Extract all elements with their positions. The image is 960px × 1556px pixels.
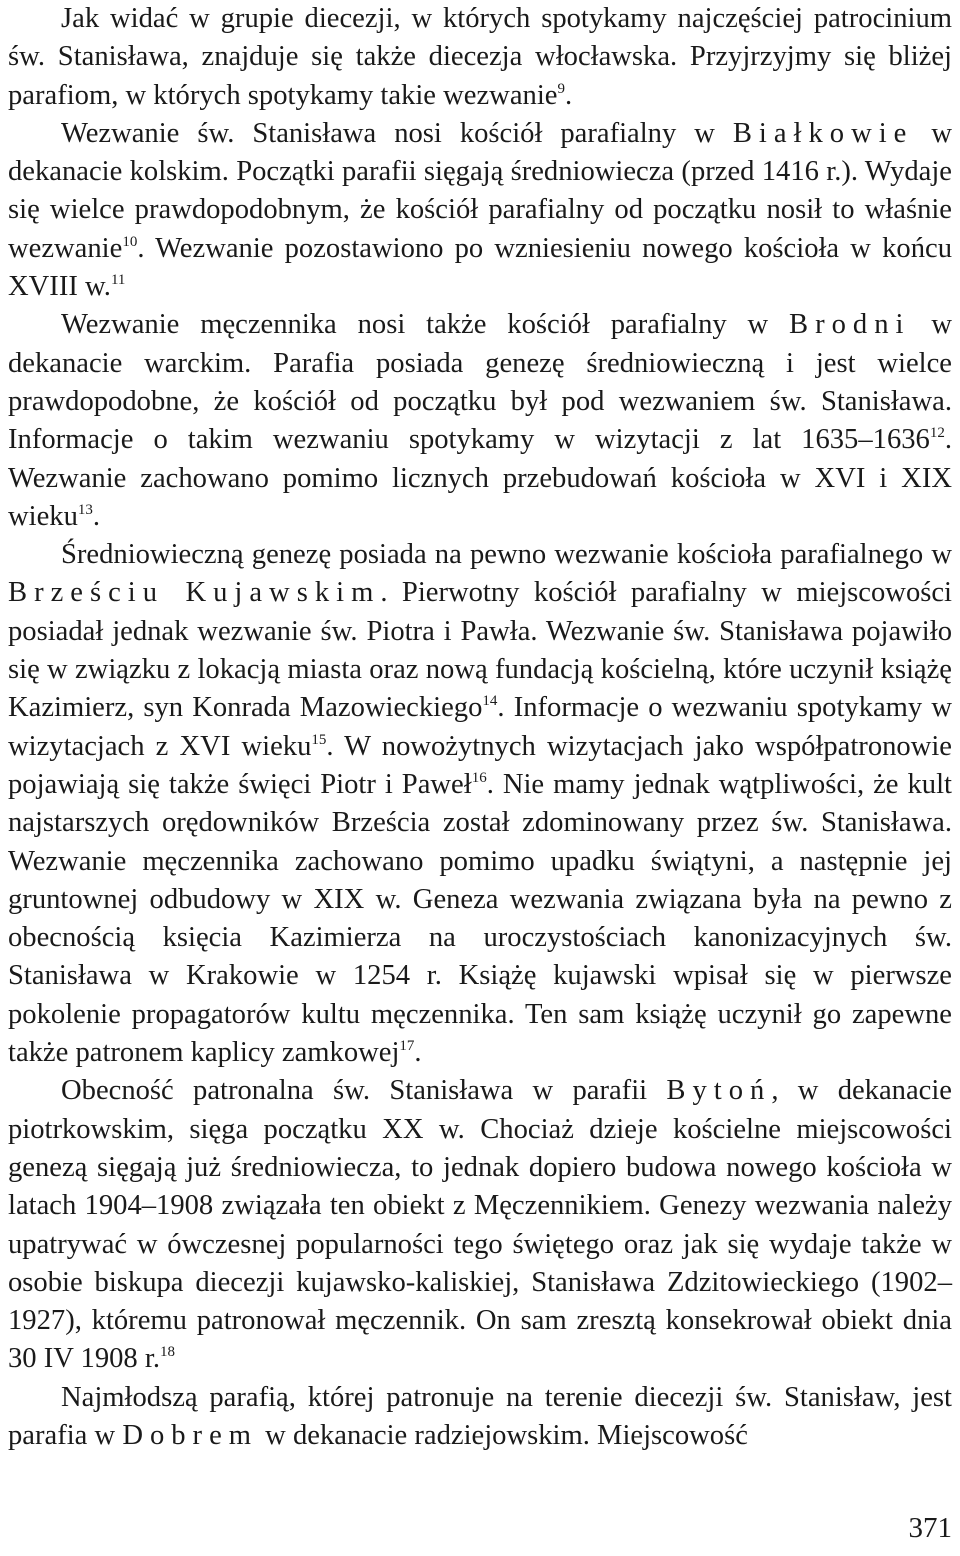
footnote-ref-17[interactable]: 17 <box>399 1038 415 1055</box>
place-name: Bytoń <box>666 1075 772 1107</box>
paragraph-4 <box>8 536 952 1072</box>
text: . Pierwotny kościół parafialny w miejscowości posiadał jednak wezwanie św. Piotra i Pawła. Wezwanie św. Stanisława pojawiło się w związku z lokacją miasta oraz nową fundacją kościelną, które uczynił książę Kazimierz, syn Konrada Mazowieckiego <box>8 577 952 724</box>
footnote-ref-10[interactable]: 10 <box>122 233 138 250</box>
document-body <box>8 0 952 1455</box>
footnote-ref-9[interactable]: 9 <box>557 80 565 97</box>
paragraph-2 <box>8 115 952 306</box>
text: Wezwanie św. Stanisława nosi kościół parafialny w <box>61 117 733 149</box>
text: w dekanacie warckim. Parafia posiada genezę średniowieczną i jest wielce prawdopodobne, że kościół od początku był pod wezwaniem św. Stanisława. Informacje o takim wezwaniu spotykamy w wizytacji z lat 1635–1636 <box>8 309 952 456</box>
text: . <box>92 500 101 532</box>
text: Jak widać w grupie diecezji, w których spotykamy najczęściej patrocinium św. Stanisława, znajduje się także diecezja włocławska. Przyjrzyjmy się bliżej parafiom, w których spotykamy takie wezwanie <box>8 3 952 111</box>
text: . <box>564 79 573 111</box>
place-name: Brześciu Kujawskim <box>8 577 381 609</box>
paragraph-5 <box>8 1072 952 1378</box>
text: . Nie mamy jednak wątpliwości, że kult najstarszych orędowników Brześcia został zdominowany przez św. Stanisława. Wezwanie męczennika zachowano pomimo upadku świątyni, a następnie jej gruntownej odbudowy w XIX w. Geneza wezwania związana była na pewno z obecnością księcia Kazimierza na uroczystościach kanonizacyjnych św. Stanisława w Krakowie w 1254 r. Książę kujawski wpisał się w pierwsze pokolenie propagatorów kultu męczennika. Ten sam książę uczynił go zapewne także patronem kaplicy zamkowej <box>8 768 952 1069</box>
footnote-ref-18[interactable]: 18 <box>159 1344 175 1361</box>
text: Wezwanie męczennika nosi także kościół parafialny w <box>61 309 790 341</box>
text: . W nowożytnych wizytacjach jako współpatronowie pojawiają się także święci Piotr i Paweł <box>8 730 952 800</box>
text: w dekanacie kolskim. Początki parafii sięgają średniowiecza (przed 1416 r.). Wydaje się wielce prawdopodobnym, że kościół parafialny od początku nosił to właśnie wezwanie <box>8 117 952 264</box>
footnote-ref-11[interactable]: 11 <box>110 272 126 289</box>
text: . <box>414 1037 422 1069</box>
place-name: Dobrem <box>122 1419 259 1451</box>
text: , w dekanacie piotrkowskim, sięga początku XX w. Chociaż dzieje kościelne miejscowości genezą sięgają już średniowiecza, to jednak dopiero budowa nowego kościoła w latach 1904–1908 związała ten obiekt z Męczennikiem. Genezy wezwania należy upatrywać w ówczesnej popularności tego świętego oraz jak się wydaje także w osobie biskupa diecezji kujawsko-kaliskiej, Stanisława Zdzitowieckiego (1902–1927), któremu patronował męczennik. On sam zresztą konsekrował obiekt dnia 30 IV 1908 r. <box>8 1075 952 1375</box>
place-name: Brodni <box>789 309 911 341</box>
text: Najmłodszą parafią, której patronuje na terenie diecezji św. Stanisław, jest parafia w <box>8 1381 952 1451</box>
text: . Wezwanie pozostawiono po wzniesieniu nowego kościoła w końcu XVIII w. <box>8 232 952 303</box>
place-name: Białkowie <box>732 117 914 149</box>
paragraph-6 <box>8 1379 952 1456</box>
text: w dekanacie radziejowskim. Miejscowość <box>258 1419 748 1451</box>
paragraph-1 <box>8 0 952 115</box>
text: . Wezwanie zachowano pomimo licznych przebudowań kościoła w XVI i XIX wieku <box>8 424 952 532</box>
text: Obecność patronalna św. Stanisława w parafii <box>61 1075 667 1107</box>
footnote-ref-12[interactable]: 12 <box>929 425 945 442</box>
text: . Informacje o wezwaniu spotykamy w wizytacjach z XVI wieku <box>8 692 953 762</box>
footnote-ref-15[interactable]: 15 <box>311 731 327 748</box>
footnote-ref-16[interactable]: 16 <box>471 769 487 786</box>
text: Średniowieczną genezę posiada na pewno wezwanie kościoła parafialnego w <box>61 539 952 571</box>
footnote-ref-13[interactable]: 13 <box>77 501 93 518</box>
page-number: 371 <box>908 1512 952 1544</box>
footnote-ref-14[interactable]: 14 <box>482 693 498 710</box>
paragraph-3 <box>8 306 952 536</box>
